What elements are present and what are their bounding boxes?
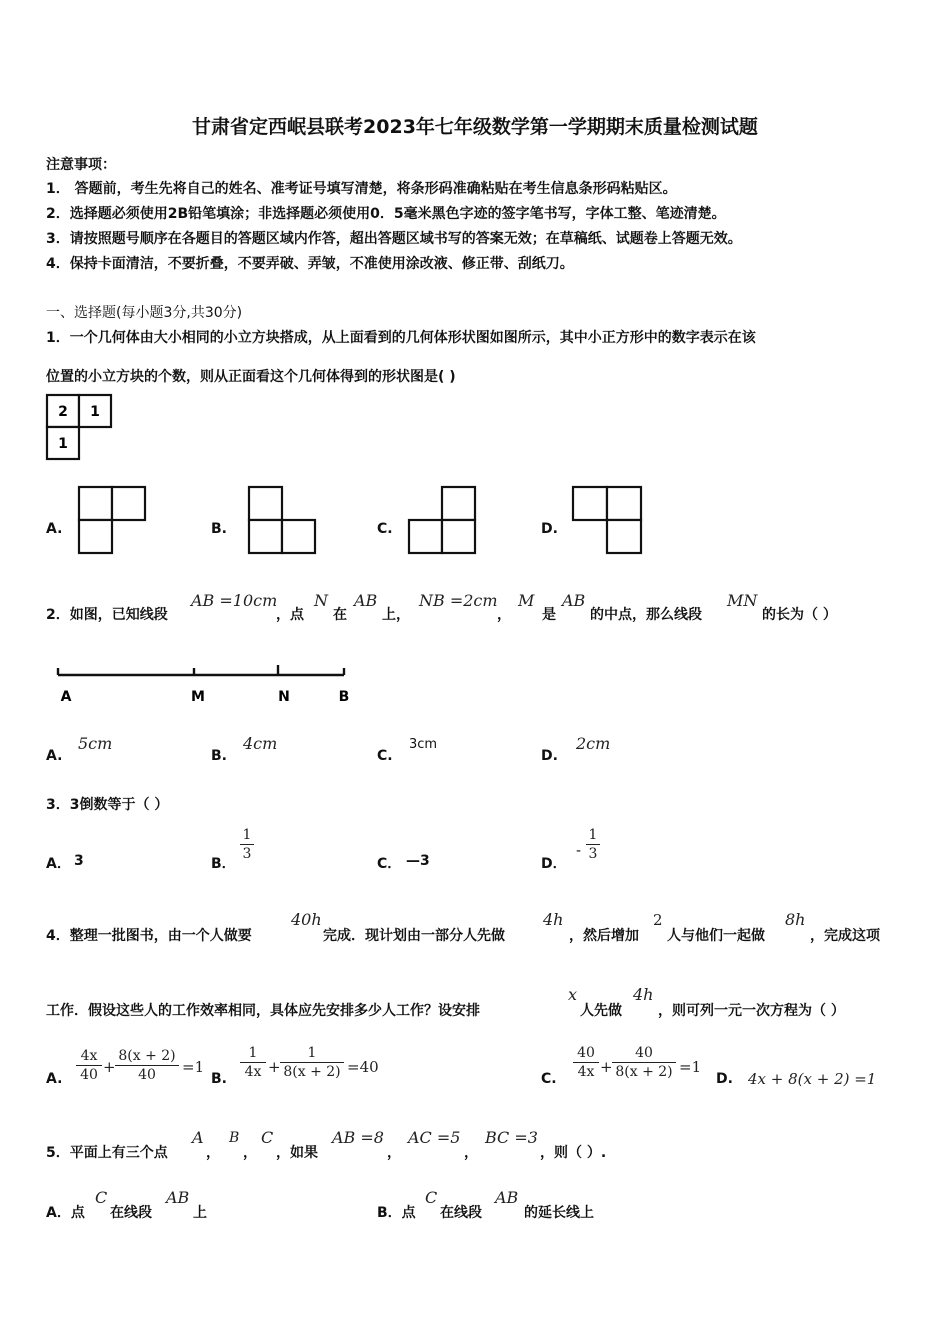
q2-ab-eq: AB =10cm bbox=[191, 591, 278, 610]
q5-a: A bbox=[192, 1128, 204, 1147]
q4-stem-part: 4．整理一批图书，由一个人做要 bbox=[46, 928, 252, 944]
point-label-m: M bbox=[191, 689, 205, 705]
q3-option-a-label[interactable]: A． bbox=[46, 856, 71, 872]
grid-number: 1 bbox=[90, 404, 100, 420]
q5-option-a-ab: AB bbox=[166, 1188, 190, 1207]
q5-option-b-c: C bbox=[425, 1188, 438, 1207]
q2-segment-figure bbox=[52, 660, 362, 710]
q3-option-d-sign: - bbox=[576, 843, 582, 859]
q5-option-a-text: 上 bbox=[193, 1205, 207, 1221]
note-item: 3．请按照题号顺序在各题目的答题区域内作答，超出答题区域书写的答案无效；在草稿纸、试题卷上答题无效。 bbox=[46, 231, 742, 247]
q3-stem: 3．3倒数等于（ ） bbox=[46, 797, 169, 813]
q1-option-b-figure bbox=[248, 486, 318, 556]
q5-option-b-label[interactable]: B．点 bbox=[377, 1205, 416, 1221]
q4-option-b-frac2: 1 8(x + 2) bbox=[280, 1045, 344, 1080]
q2-option-d-value: 2cm bbox=[576, 734, 611, 753]
note-item: 4．保持卡面清洁，不要折叠，不要弄破、弄皱，不准使用涂改液、修正带、刮纸刀。 bbox=[46, 256, 574, 272]
q2-option-c-value: 3cm bbox=[409, 737, 438, 752]
point-label-b: B bbox=[338, 689, 350, 705]
q1-option-c-label[interactable]: C. bbox=[377, 521, 393, 537]
notes-heading: 注意事项： bbox=[46, 157, 116, 173]
q2-nb-eq: NB =2cm bbox=[419, 591, 498, 610]
q1-stem-line1: 1．一个几何体由大小相同的小立方块搭成，从上面看到的几何体形状图如图所示，其中小正方形中的数字表示在该 bbox=[46, 330, 756, 346]
point-label-n: N bbox=[278, 689, 290, 705]
q2-ab: AB bbox=[354, 591, 378, 610]
point-label-a: A bbox=[60, 689, 72, 705]
q4-option-c-plus: + bbox=[600, 1058, 613, 1076]
q2-option-a-value: 5cm bbox=[78, 734, 113, 753]
q4-option-b-frac1: 1 4x bbox=[240, 1045, 266, 1080]
q4-option-d-equation: 4x + 8(x + 2) =1 bbox=[748, 1070, 877, 1088]
q4-stem-part: ，然后增加 bbox=[569, 928, 639, 944]
q3-option-d-label[interactable]: D． bbox=[541, 856, 567, 872]
q4-option-a-frac1: 4x 40 bbox=[76, 1048, 102, 1083]
q4-x: x bbox=[568, 985, 578, 1004]
q4-two: 2 bbox=[653, 911, 663, 929]
numerator: 1 bbox=[588, 827, 598, 843]
q1-stem-line2: 位置的小立方块的个数，则从正面看这个几何体得到的形状图是( ) bbox=[46, 369, 456, 385]
q4-stem-part: 人与他们一起做 bbox=[667, 928, 765, 944]
q4-option-c-frac1: 40 4x bbox=[573, 1045, 599, 1080]
grid-number: 2 bbox=[58, 404, 68, 420]
q2-text: 在 bbox=[333, 607, 347, 623]
q3-option-b-label[interactable]: B． bbox=[211, 856, 236, 872]
q4-option-c-frac2: 40 8(x + 2) bbox=[612, 1045, 676, 1080]
q4-option-a-frac2: 8(x + 2) 40 bbox=[115, 1048, 179, 1083]
q1-option-a-label[interactable]: A. bbox=[46, 521, 63, 537]
q5-stem-part: 5．平面上有三个点 bbox=[46, 1145, 168, 1161]
q2-text: ， bbox=[497, 607, 511, 623]
q5-option-a-label[interactable]: A．点 bbox=[46, 1205, 85, 1221]
q4-stem-part: 工作．假设这些人的工作效率相同，具体应先安排多少人工作？设安排 bbox=[46, 1003, 480, 1019]
q5-stem-part: ，如果 bbox=[276, 1145, 318, 1161]
q4-option-c-rhs: =1 bbox=[679, 1058, 702, 1076]
q5-stem-part: ，则（ ）. bbox=[540, 1145, 607, 1161]
q5-option-b-text: 的延长线上 bbox=[524, 1205, 594, 1221]
q5-option-b-ab: AB bbox=[495, 1188, 519, 1207]
denominator: 3 bbox=[242, 846, 252, 862]
denominator: 3 bbox=[588, 846, 598, 862]
q4-40h: 40h bbox=[291, 910, 322, 929]
q2-n: N bbox=[314, 591, 328, 610]
q4-option-c-label[interactable]: C. bbox=[541, 1071, 557, 1087]
q2-option-c-label[interactable]: C. bbox=[377, 748, 393, 764]
q4-option-b-plus: + bbox=[268, 1058, 281, 1076]
q5-sep: ， bbox=[387, 1145, 401, 1161]
numerator: 1 bbox=[242, 827, 252, 843]
q2-option-b-value: 4cm bbox=[243, 734, 278, 753]
q3-option-b-fraction bbox=[240, 827, 254, 862]
q4-option-b-label[interactable]: B. bbox=[211, 1071, 227, 1087]
q1-option-c-figure bbox=[408, 486, 478, 556]
q2-stem-prefix: 2．如图，已知线段 bbox=[46, 607, 168, 623]
q4-option-a-plus: + bbox=[103, 1058, 116, 1076]
q2-text: 是 bbox=[542, 607, 556, 623]
q5-sep: ， bbox=[206, 1145, 220, 1161]
q2-text: 的中点，那么线段 bbox=[590, 607, 702, 623]
q3-option-c-value: —3 bbox=[406, 853, 430, 869]
q4-option-a-rhs: =1 bbox=[182, 1058, 205, 1076]
q2-option-d-label[interactable]: D. bbox=[541, 748, 558, 764]
q2-option-a-label[interactable]: A. bbox=[46, 748, 63, 764]
q4-stem-part: ，则可列一元一次方程为（ ） bbox=[658, 1003, 845, 1019]
q3-option-a-value: 3 bbox=[74, 853, 84, 869]
q4-option-b-rhs: =40 bbox=[347, 1058, 379, 1076]
section-heading: 一、选择题(每小题3分,共30分) bbox=[46, 305, 243, 321]
note-item: 1． 答题前，考生先将自己的姓名、准考证号填写清楚，将条形码准确粘贴在考生信息条形码粘贴区。 bbox=[46, 181, 677, 197]
q4-option-a-label[interactable]: A. bbox=[46, 1071, 63, 1087]
q4-4h-b: 4h bbox=[633, 985, 654, 1004]
q5-option-a-text: 在线段 bbox=[110, 1205, 152, 1221]
q5-bc: BC =3 bbox=[485, 1128, 538, 1147]
q2-mn: MN bbox=[727, 591, 758, 610]
q4-stem-part: ，完成这项 bbox=[810, 928, 880, 944]
q2-text: 的长为（ ） bbox=[762, 607, 837, 623]
q5-ac: AC =5 bbox=[408, 1128, 461, 1147]
q2-text: ，点 bbox=[276, 607, 304, 623]
note-item: 2．选择题必须使用2B铅笔填涂；非选择题必须使用0．5毫米黑色字迹的签字笔书写，字体工整、笔迹清楚。 bbox=[46, 206, 726, 222]
q1-option-b-label[interactable]: B. bbox=[211, 521, 227, 537]
q4-option-d-label[interactable]: D. bbox=[716, 1071, 733, 1087]
q2-option-b-label[interactable]: B. bbox=[211, 748, 227, 764]
q5-c: C bbox=[261, 1128, 274, 1147]
q2-m: M bbox=[518, 591, 535, 610]
q5-option-a-c: C bbox=[95, 1188, 108, 1207]
q2-ab2: AB bbox=[562, 591, 586, 610]
q1-option-a-figure bbox=[78, 486, 148, 556]
q5-option-b-text: 在线段 bbox=[440, 1205, 482, 1221]
q5-sep: ， bbox=[243, 1145, 257, 1161]
page-title: 甘肃省定西岷县联考2023年七年级数学第一学期期末质量检测试题 bbox=[192, 116, 758, 138]
q4-8h: 8h bbox=[785, 910, 806, 929]
q1-option-d-label[interactable]: D. bbox=[541, 521, 558, 537]
q3-option-d-fraction bbox=[586, 827, 600, 862]
q1-top-view-grid bbox=[46, 394, 116, 460]
q4-stem-part: 人先做 bbox=[580, 1003, 622, 1019]
q2-text: 上， bbox=[382, 607, 410, 623]
q3-option-c-label[interactable]: C． bbox=[377, 856, 402, 872]
q4-stem-part: 完成．现计划由一部分人先做 bbox=[323, 928, 505, 944]
q5-sep: ， bbox=[464, 1145, 478, 1161]
q5-b: B bbox=[229, 1130, 240, 1146]
q5-ab: AB =8 bbox=[332, 1128, 384, 1147]
q4-4h: 4h bbox=[543, 910, 564, 929]
grid-number: 1 bbox=[58, 436, 68, 452]
q1-option-d-figure bbox=[572, 486, 644, 556]
